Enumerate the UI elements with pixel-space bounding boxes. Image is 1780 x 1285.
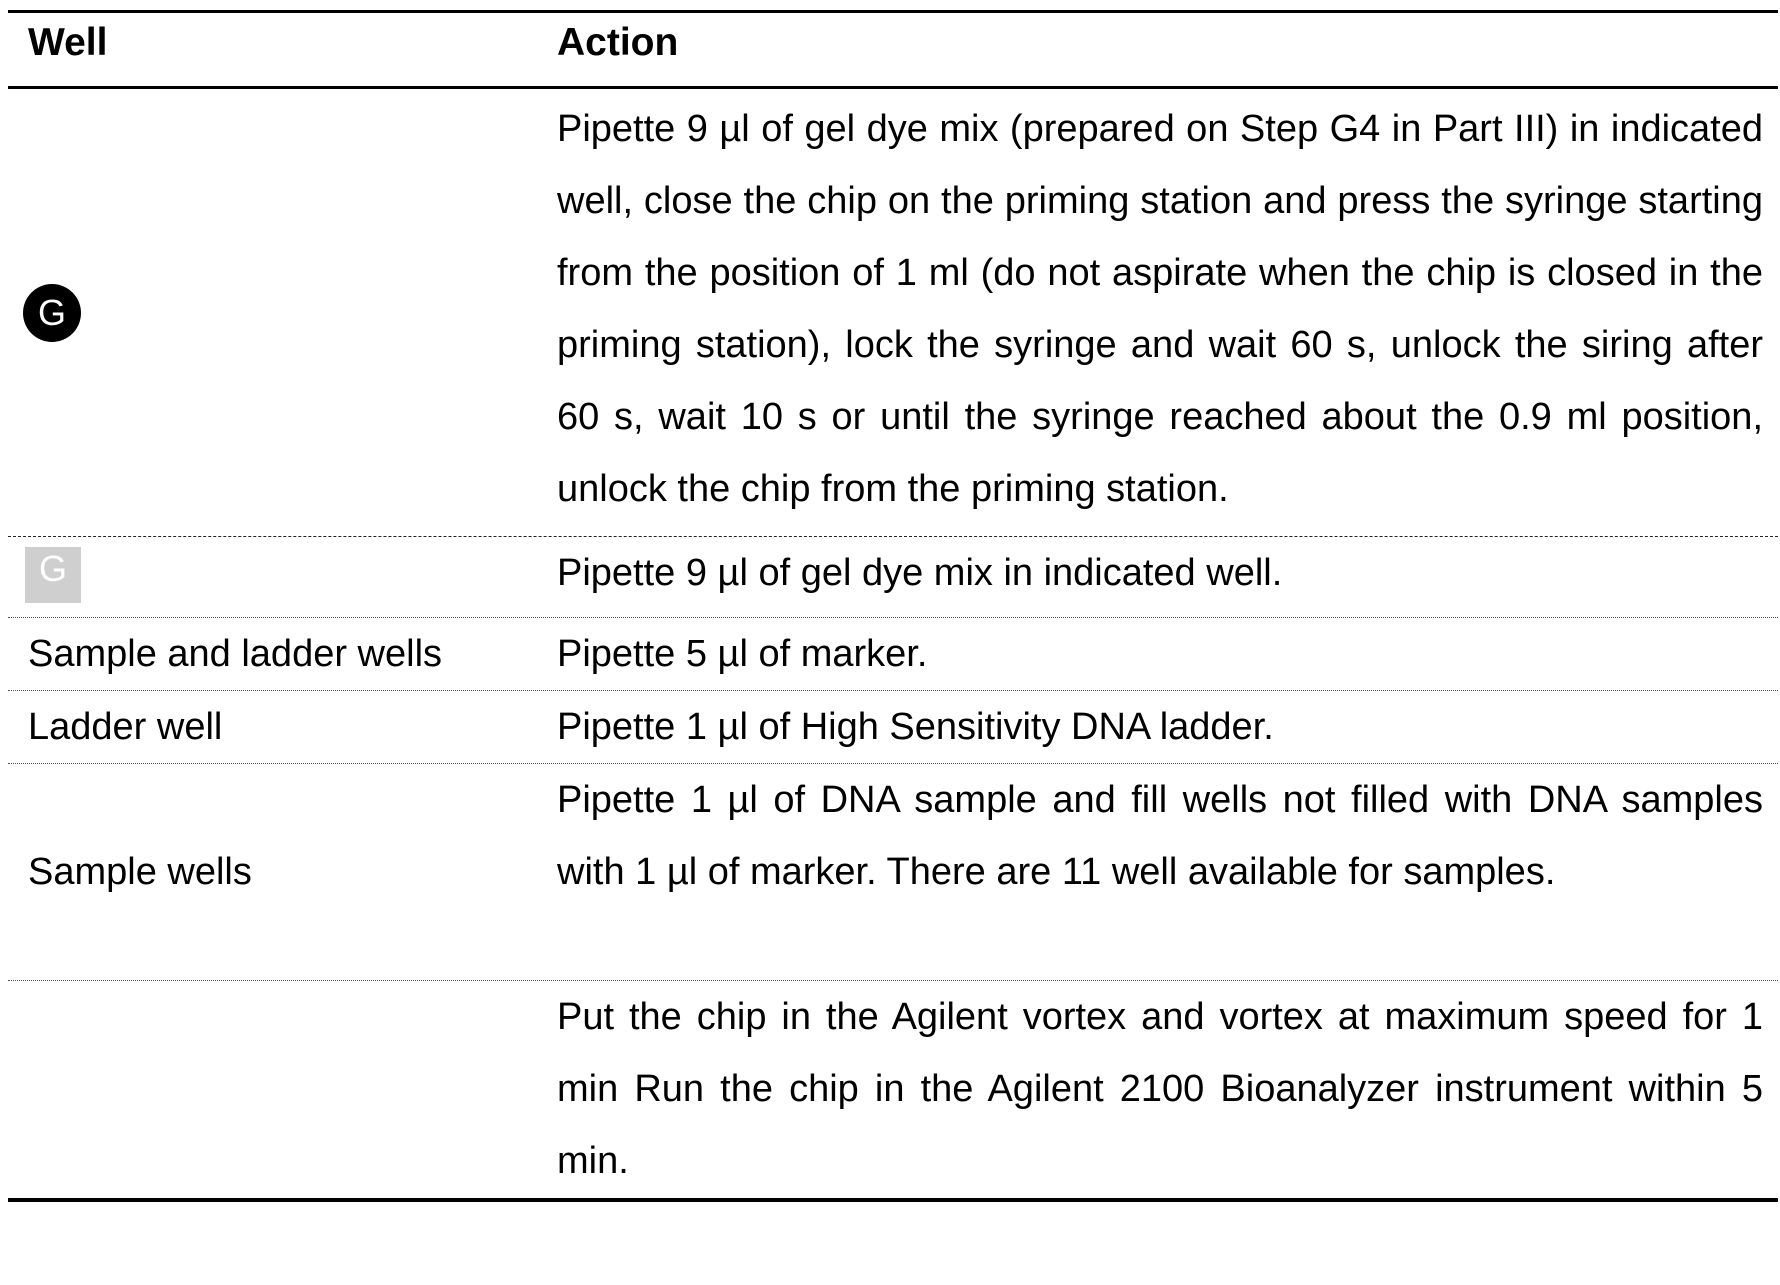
well-cell: Sample wells — [28, 851, 252, 893]
action-cell: Pipette 1 µl of DNA sample and fill wells not filled with DNA samples with 1 µl of marker. There are 11 well available for samples. — [557, 779, 1763, 893]
table-row — [8, 764, 1778, 981]
well-cell: Ladder well — [28, 706, 223, 748]
table-row — [8, 691, 1778, 764]
well-cell — [28, 537, 538, 617]
well-cell — [28, 89, 538, 536]
table-row — [8, 618, 1778, 691]
header-well: Well — [28, 21, 108, 64]
table-row — [8, 537, 1778, 618]
action-cell: Pipette 1 µl of High Sensitivity DNA ladder. — [557, 706, 1274, 748]
table-header-row — [8, 13, 1778, 89]
action-cell: Pipette 5 µl of marker. — [557, 633, 928, 675]
action-cell: Pipette 9 µl of gel dye mix in indicated well. — [557, 552, 1283, 594]
protocol-table — [8, 10, 1778, 1202]
well-cell: Sample and ladder wells — [28, 633, 443, 675]
gel-well-square-icon: G — [25, 547, 81, 603]
table-row — [8, 981, 1778, 1202]
action-cell: Put the chip in the Agilent vortex and vortex at maximum speed for 1 min Run the chip in the Agilent 2100 Bioanalyzer instrument within 5 min. — [557, 996, 1763, 1182]
header-action: Action — [557, 21, 679, 64]
action-cell: Pipette 9 µl of gel dye mix (prepared on Step G4 in Part III) in indicated well, close the chip on the priming station and press the syringe starting from the position of 1 ml (do not aspirate when the chip is closed in the priming station), lock the syringe and wait 60 s, unlock the siring after 60 s, wait 10 s or until the syringe reached about the 0.9 ml position, unlock the chip from the priming station. — [557, 108, 1763, 510]
well-cell — [28, 981, 538, 1198]
table-row — [8, 89, 1778, 537]
gel-well-circle-icon: G — [23, 284, 81, 342]
